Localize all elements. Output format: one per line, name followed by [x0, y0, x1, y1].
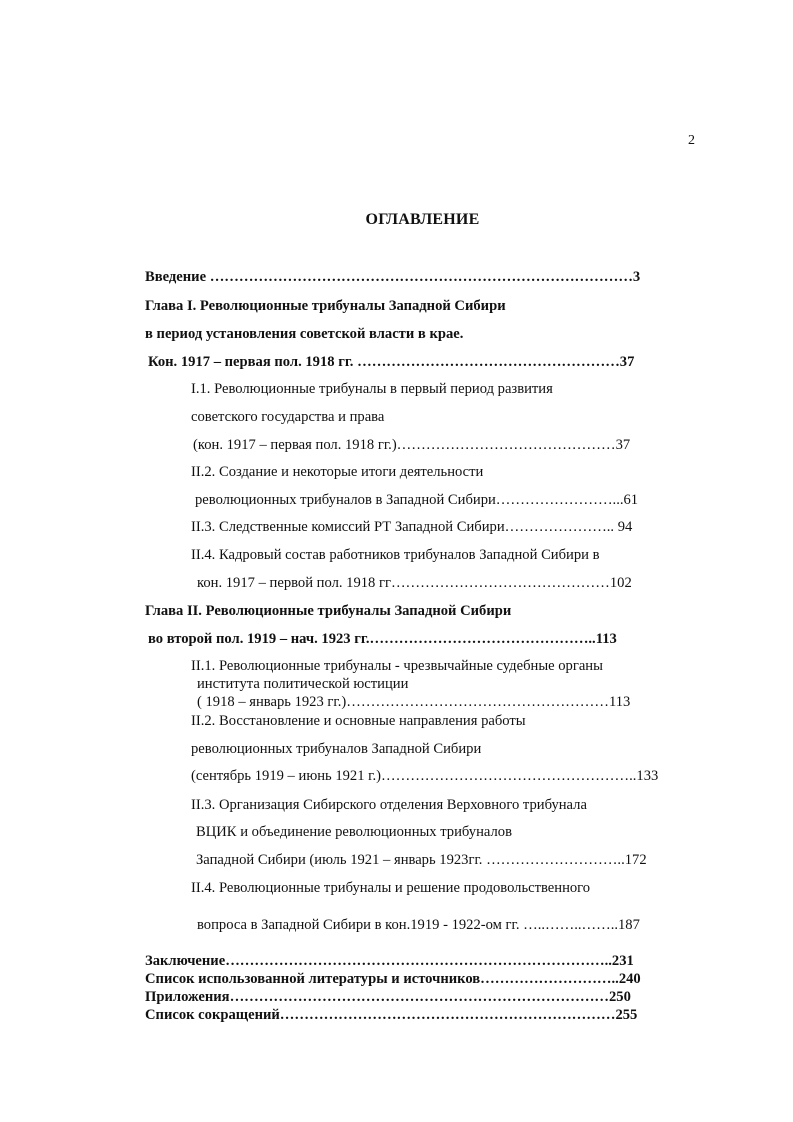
toc-section-1-4: II.4. Кадровый состав работников трибуналов Западной Сибири в: [191, 547, 600, 563]
page-title: ОГЛАВЛЕНИЕ: [365, 211, 480, 228]
toc-section-1-2: революционных трибуналов в Западной Сибири……………………...61: [195, 492, 639, 508]
toc-chapter-2-title: во второй пол. 1919 – нач. 1923 гг.………………………………………..113: [148, 631, 617, 647]
page-number: 2: [688, 133, 695, 148]
toc-section-2-1: II.1. Революционные трибуналы - чрезвычайные судебные органы: [191, 658, 603, 674]
toc-entry-bibliography: Список использованной литературы и источников………………………..240: [145, 971, 641, 987]
toc-section-2-1: института политической юстиции: [197, 676, 409, 692]
toc-section-2-1: ( 1918 – январь 1923 гг.)………………………………………………113: [197, 694, 631, 710]
toc-entry-conclusion: Заключение……………………………………………………………………..231: [145, 953, 634, 969]
toc-section-1-1: (кон. 1917 – первая пол. 1918 гг.)………………………………………37: [193, 437, 631, 453]
toc-entry-introduction: Введение ……………………………………………………………………………3: [145, 269, 641, 285]
toc-entry-abbreviations: Список сокращений……………………………………………………………255: [145, 1007, 638, 1023]
toc-section-2-2: (сентябрь 1919 – июнь 1921 г.)……………………………………………..133: [191, 768, 659, 784]
toc-section-1-3: II.3. Следственные комиссий РТ Западной Сибири………………….. 94: [191, 519, 633, 535]
toc-section-1-2: II.2. Создание и некоторые итоги деятельности: [191, 464, 484, 480]
toc-section-2-2: революционных трибуналов Западной Сибири: [191, 741, 482, 757]
toc-section-1-1: советского государства и права: [191, 409, 385, 425]
toc-section-2-2: II.2. Восстановление и основные направления работы: [191, 713, 526, 729]
toc-chapter-2-title: Глава II. Революционные трибуналы Западной Сибири: [145, 603, 512, 619]
toc-section-2-3: ВЦИК и объединение революционных трибуналов: [196, 824, 512, 840]
toc-section-1-4: кон. 1917 – первой пол. 1918 гг………………………………………102: [197, 575, 632, 591]
toc-chapter-1-title: Кон. 1917 – первая пол. 1918 гг. ………………………………………………37: [148, 354, 635, 370]
toc-section-2-4: II.4. Революционные трибуналы и решение продовольственного: [191, 880, 591, 896]
toc-section-2-4: вопроса в Западной Сибири в кон.1919 - 1922-ом гг. …..……..……..187: [197, 917, 640, 933]
toc-entry-appendices: Приложения……………………………………………………………………250: [145, 989, 631, 1005]
toc-chapter-1-title: в период установления советской власти в крае.: [145, 326, 464, 342]
toc-section-1-1: I.1. Революционные трибуналы в первый период развития: [191, 381, 553, 397]
toc-chapter-1-title: Глава I. Революционные трибуналы Западной Сибири: [145, 298, 506, 314]
toc-section-2-3: II.3. Организация Сибирского отделения Верховного трибунала: [191, 797, 587, 813]
toc-section-2-3: Западной Сибири (июль 1921 – январь 1923гг. ………………………..172: [196, 852, 647, 868]
